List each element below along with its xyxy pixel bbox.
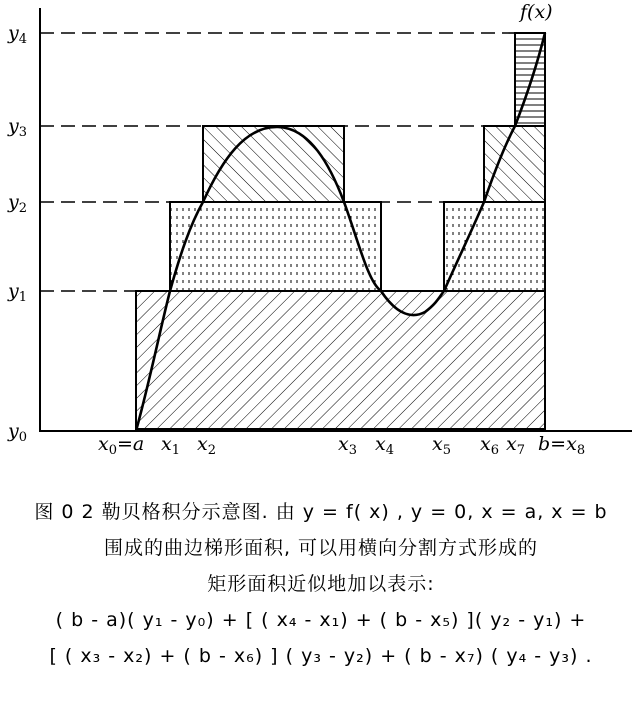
y-tick-labels <box>7 22 27 445</box>
strip-y0-y1 <box>136 291 545 429</box>
x-tick-label-0: $x_0=a$ <box>98 433 145 458</box>
strip-y1-y2-right <box>444 202 545 291</box>
y-tick-label-0: $y_0$ <box>8 420 28 445</box>
caption-line-2: 围成的曲边梯形面积, 可以用横向分割方式形成的 <box>103 537 539 559</box>
x-tick-labels <box>98 433 585 458</box>
caption-line-4: ( b - a)( y₁ - y₀) + [ ( x₄ - x₁) + ( b - x₅) ]( y₂ - y₁) + <box>55 609 587 631</box>
x-tick-label-1: $x_1$ <box>161 433 180 458</box>
x-tick-label-2: $x_2$ <box>197 433 216 458</box>
x-tick-label-8: $b=x_8$ <box>538 433 586 458</box>
y-tick-label-3: $y_3$ <box>8 115 28 140</box>
caption-line-3: 矩形面积近似地加以表示: <box>207 573 435 595</box>
caption-line-5: [ ( x₃ - x₂) + ( b - x₆) ] ( y₃ - y₂) + ( b - x₇) ( y₄ - y₃) . <box>49 645 593 667</box>
figure-caption <box>0 494 642 674</box>
y-tick-label-2: $y_2$ <box>8 191 28 216</box>
y-tick-label-1: $y_1$ <box>8 280 28 305</box>
x-tick-label-6: $x_6$ <box>480 433 499 458</box>
strip-y2-y3-right <box>484 126 545 202</box>
x-tick-label-5: $x_5$ <box>432 433 451 458</box>
x-tick-label-3: $x_3$ <box>338 433 357 458</box>
x-tick-label-7: $x_7$ <box>506 433 525 458</box>
x-tick-label-4: $x_4$ <box>375 433 394 458</box>
y-tick-label-4: $y_4$ <box>8 22 28 47</box>
curve-label: f(x) <box>520 1 553 23</box>
caption-line-1: 图 0 2 勒贝格积分示意图. 由 y = f( x) , y = 0, x = a, x = b <box>34 501 608 523</box>
